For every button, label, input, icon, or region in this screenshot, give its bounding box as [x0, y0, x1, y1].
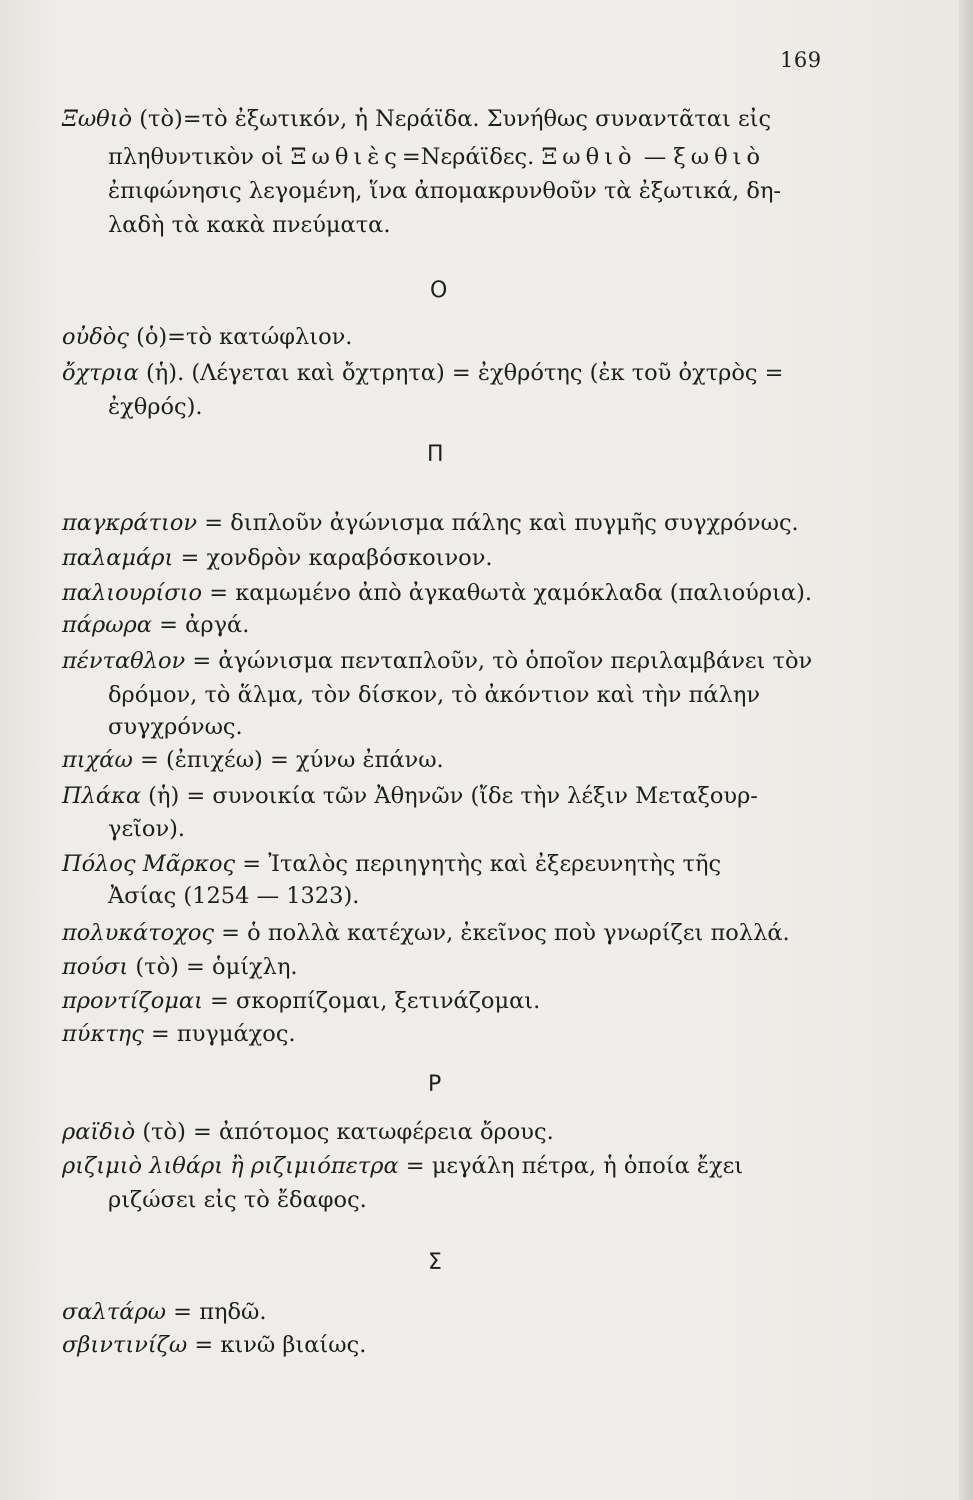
section-letter-sigma: Σ	[428, 1250, 442, 1275]
entry-line	[62, 781, 758, 811]
entry-line	[62, 646, 812, 676]
entry-continuation	[108, 142, 765, 172]
entry-definition: = ἀργά.	[151, 612, 250, 638]
entry-term: πιχάω	[62, 747, 133, 773]
entry-term: Ξωθιὸ	[62, 106, 133, 132]
entry-definition: = κινῶ βιαίως.	[187, 1332, 367, 1358]
entry-line	[62, 918, 790, 948]
spaced-word: Ξωθιὸ	[541, 144, 637, 170]
entry-term: πάρωρα	[62, 612, 152, 638]
page-number: 169	[780, 48, 822, 72]
entry-definition: = μεγάλη πέτρα, ἡ ὁποία ἔχει	[398, 1153, 744, 1179]
text-fragment: =Νεράϊδες.	[401, 144, 542, 170]
entry-definition: (ἡ). (Λέγεται καὶ ὄχτρητα) = ἐχθρότης (ἐκ τοῦ ὀχτρὸς =	[138, 360, 784, 386]
entry-definition: (τὸ)=τὸ ἐξωτικόν, ἡ Νεράϊδα. Συνήθως συναντᾶται εἰς	[132, 106, 772, 132]
entry-line	[62, 986, 540, 1016]
entry-term: πύκτης	[62, 1021, 144, 1047]
entry-definition: (ἡ) = συνοικία τῶν Ἀθηνῶν (ἴδε τὴν λέξιν Μεταξουρ-	[141, 783, 758, 809]
entry-definition: = σκορπίζομαι, ξετινάζομαι.	[202, 988, 541, 1014]
entry-term: πένταθλον	[62, 648, 186, 674]
entry-line	[62, 849, 721, 879]
entry-term: πούσι	[62, 954, 129, 980]
entry-term: ὄχτρια	[62, 360, 139, 386]
entry-continuation: συγχρόνως.	[108, 714, 243, 740]
entry-line	[62, 104, 771, 134]
entry-definition: (τὸ) = ὁμίχλη.	[128, 954, 298, 980]
entry-definition: = ἀγώνισμα πενταπλοῦν, τὸ ὁποῖον περιλαμβάνει τὸν	[185, 648, 813, 674]
entry-term: ριζιμιὸ λιθάρι ἢ ριζιμιόπετρα	[62, 1153, 399, 1179]
spaced-word: ξωθιὸ	[673, 144, 766, 170]
entry-continuation: ριζώσει εἰς τὸ ἔδαφος.	[108, 1187, 367, 1213]
entry-term: παγκράτιον	[62, 510, 198, 536]
section-letter-rho: Ρ	[428, 1072, 442, 1097]
entry-term: σβιντινίζω	[62, 1332, 188, 1358]
entry-line	[62, 543, 493, 573]
entry-line	[62, 1117, 554, 1147]
entry-definition: = ὁ πολλὰ κατέχων, ἐκεῖνος ποὺ γνωρίζει πολλά.	[214, 920, 790, 946]
page-spine-edge	[959, 0, 973, 1500]
entry-term: Πλάκα	[62, 783, 142, 809]
entry-line	[62, 358, 784, 388]
entry-line	[62, 508, 799, 538]
entry-continuation: δρόμον, τὸ ἅλμα, τὸν δίσκον, τὸ ἀκόντιον καὶ τὴν πάλην	[108, 682, 760, 708]
text-fragment: —	[636, 144, 674, 170]
entry-line	[62, 1297, 267, 1327]
entry-line	[62, 952, 298, 982]
entry-continuation: ἐχθρός).	[108, 394, 203, 420]
section-letter-pi: Π	[427, 442, 444, 467]
entry-term: Πόλος Μᾶρκος	[62, 851, 236, 877]
entry-line	[62, 1151, 743, 1181]
entry-line	[62, 610, 249, 640]
entry-definition: = πηδῶ.	[166, 1299, 267, 1325]
entry-line	[62, 322, 352, 352]
entry-continuation: Ἀσίας (1254 — 1323).	[108, 883, 360, 909]
text-fragment: πληθυντικὸν οἱ	[108, 144, 291, 170]
entry-definition: (ὁ)=τὸ κατώφλιον.	[128, 324, 353, 350]
entry-term: οὐδὸς	[62, 324, 129, 350]
entry-term: ραϊδιὸ	[62, 1119, 136, 1145]
entry-continuation: λαδὴ τὰ κακὰ πνεύματα.	[108, 212, 391, 238]
spaced-word: Ξωθιὲς	[290, 144, 402, 170]
entry-line	[62, 1330, 366, 1360]
entry-definition: (τὸ) = ἀπότομος κατωφέρεια ὄρους.	[135, 1119, 554, 1145]
entry-definition: = διπλοῦν ἀγώνισμα πάλης καὶ πυγμῆς συγχρόνως.	[197, 510, 799, 536]
entry-term: παλαμάρι	[62, 545, 174, 571]
entry-term: παλιουρίσιο	[62, 580, 203, 606]
entry-definition: = Ἰταλὸς περιηγητὴς καὶ ἐξερευνητὴς τῆς	[235, 851, 722, 877]
entry-term: προντίζομαι	[62, 988, 203, 1014]
entry-line	[62, 1019, 296, 1049]
entry-definition: = (ἐπιχέω) = χύνω ἐπάνω.	[132, 747, 444, 773]
entry-definition: = χονδρὸν καραβόσκοινον.	[173, 545, 493, 571]
entry-continuation: ἐπιφώνησις λεγομένη, ἵνα ἀπομακρυνθοῦν τὰ ἐξωτικά, δη-	[108, 178, 782, 204]
entry-line	[62, 745, 444, 775]
section-letter-omicron: Ο	[430, 278, 448, 303]
entry-line	[62, 578, 812, 608]
entry-definition: = καμωμένο ἀπὸ ἀγκαθωτὰ χαμόκλαδα (παλιούρια).	[202, 580, 813, 606]
entry-term: πολυκάτοχος	[62, 920, 214, 946]
entry-continuation: γεῖον).	[108, 816, 186, 842]
entry-definition: = πυγμάχος.	[143, 1021, 296, 1047]
entry-term: σαλτάρω	[62, 1299, 167, 1325]
